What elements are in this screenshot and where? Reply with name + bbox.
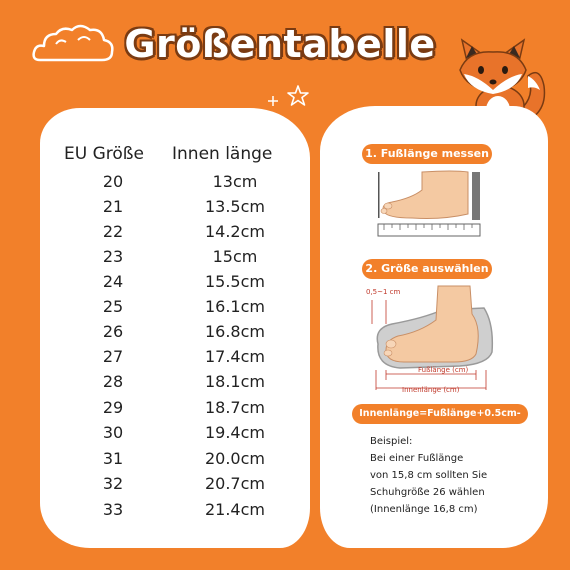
inner-length-cell: 18.1cm [204, 372, 265, 391]
eu-size-cell: 21 [102, 197, 124, 216]
inner-length-cell: 19.4cm [204, 423, 265, 442]
inner-length-cell: 17.4cm [204, 347, 265, 366]
inner-length-cell: 13cm [212, 172, 258, 191]
example-line: Schuhgröße 26 wählen [370, 487, 485, 498]
formula-badge: Innenlänge=Fußlänge+0.5cm-1cm [352, 404, 528, 424]
gap-label: 0,5~1 cm [366, 288, 401, 296]
table-row [40, 197, 310, 221]
column-header-inner-length: Innen länge [172, 144, 273, 164]
table-row [40, 272, 310, 296]
inner-length-cell: 13.5cm [204, 197, 265, 216]
eu-size-cell: 20 [102, 172, 124, 191]
page-title: Größentabelle [124, 22, 436, 66]
inner-length-cell: 20.7cm [204, 474, 265, 493]
table-row [40, 347, 310, 371]
cloud-icon [30, 22, 116, 66]
eu-size-cell: 30 [102, 423, 124, 442]
step-choose-size-badge: 2. Größe auswählen [362, 259, 492, 279]
eu-size-cell: 25 [102, 297, 124, 316]
table-row [40, 372, 310, 396]
inner-length-cell: 20.0cm [204, 449, 265, 468]
step-measure-foot-badge: 1. Fußlänge messen [362, 144, 492, 164]
sparkle-icon [268, 96, 278, 106]
table-row [40, 423, 310, 447]
foot-length-label: Fußlänge (cm) [418, 366, 469, 374]
example-heading: Beispiel: [370, 436, 413, 447]
foot-measure-illustration [372, 168, 488, 240]
eu-size-cell: 22 [102, 222, 124, 241]
eu-size-cell: 31 [102, 449, 124, 468]
table-row [40, 500, 310, 524]
star-icon [286, 84, 310, 108]
example-line: Bei einer Fußlänge [370, 453, 464, 464]
inner-length-cell: 21.4cm [204, 500, 265, 519]
example-line: von 15,8 cm sollten Sie [370, 470, 488, 481]
eu-size-cell: 33 [102, 500, 124, 519]
eu-size-cell: 24 [102, 272, 124, 291]
table-row [40, 222, 310, 246]
inner-length-cell: 16.8cm [204, 322, 265, 341]
table-row [40, 449, 310, 473]
eu-size-cell: 32 [102, 474, 124, 493]
table-row [40, 474, 310, 498]
table-row [40, 172, 310, 196]
eu-size-cell: 28 [102, 372, 124, 391]
inner-length-cell: 18.7cm [204, 398, 265, 417]
eu-size-cell: 26 [102, 322, 124, 341]
table-row [40, 297, 310, 321]
example-text [370, 433, 540, 518]
eu-size-cell: 29 [102, 398, 124, 417]
eu-size-cell: 23 [102, 247, 124, 266]
table-row [40, 322, 310, 346]
foot-icon [381, 171, 468, 219]
example-line: (Innenlänge 16,8 cm) [370, 504, 478, 515]
inner-length-label: Innenlänge (cm) [402, 386, 460, 394]
ruler-icon [378, 224, 480, 236]
eu-size-cell: 27 [102, 347, 124, 366]
table-row [40, 247, 310, 271]
inner-length-cell: 15.5cm [204, 272, 265, 291]
inner-length-cell: 14.2cm [204, 222, 265, 241]
inner-length-cell: 16.1cm [204, 297, 265, 316]
table-row [40, 398, 310, 422]
inner-length-cell: 15cm [212, 247, 258, 266]
column-header-eu-size: EU Größe [64, 144, 144, 164]
shoe-fit-illustration [364, 284, 500, 396]
